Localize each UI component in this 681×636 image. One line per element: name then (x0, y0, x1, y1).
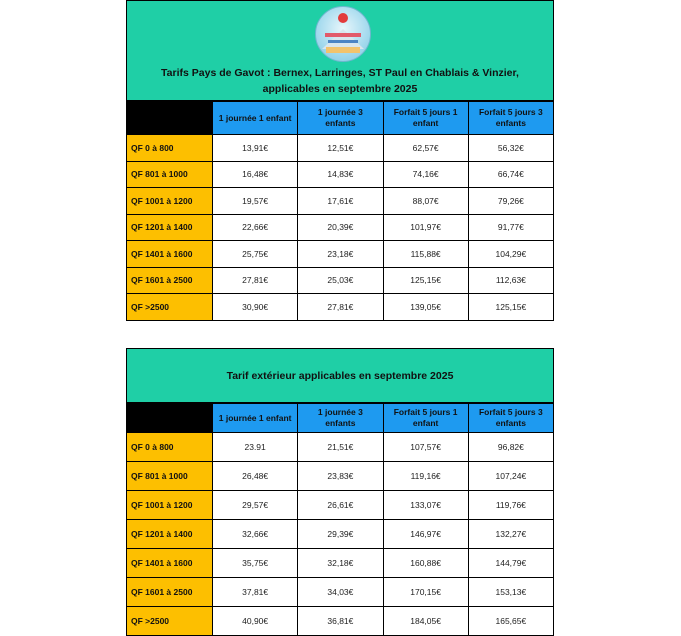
table2-cell: 153,13€ (468, 578, 553, 607)
table1-col-header: Forfait 5 jours 1 enfant (383, 102, 468, 135)
table2-cell: 29,57€ (213, 491, 298, 520)
table1-row (127, 135, 554, 162)
pays-de-gavot-logo-icon (315, 6, 371, 62)
table1-cell: 27,81€ (213, 267, 298, 294)
table2-corner-cell (127, 404, 213, 433)
table2-row-label: QF 1201 à 1400 (127, 520, 213, 549)
table1-cell: 74,16€ (383, 161, 468, 188)
table1-cell: 17,61€ (298, 188, 383, 215)
table2-row (127, 462, 554, 491)
table2-row (127, 433, 554, 462)
table1-cell: 56,32€ (468, 135, 553, 162)
table1-cell: 25,03€ (298, 267, 383, 294)
table1-cell: 101,97€ (383, 214, 468, 241)
table2-cell: 144,79€ (468, 549, 553, 578)
table2-cell: 165,65€ (468, 607, 553, 636)
table2-cell: 37,81€ (213, 578, 298, 607)
table1-cell: 13,91€ (213, 135, 298, 162)
table2-col-header: Forfait 5 jours 3 enfants (468, 404, 553, 433)
table1-title: Tarifs Pays de Gavot : Bernex, Larringes, ST Paul en Chablais & Vinzier, applicables en septembre 2025 (161, 67, 519, 95)
table1-row (127, 267, 554, 294)
table2-title: Tarif extérieur applicables en septembre 2025 (226, 369, 454, 382)
table1-row-label: QF >2500 (127, 294, 213, 321)
table2-row-label: QF 1401 à 1600 (127, 549, 213, 578)
table1-cell: 112,63€ (468, 267, 553, 294)
table2-header (126, 348, 554, 403)
table1-cell: 12,51€ (298, 135, 383, 162)
table1-cell: 88,07€ (383, 188, 468, 215)
table2-cell: 35,75€ (213, 549, 298, 578)
table1-cell: 104,29€ (468, 241, 553, 268)
table1-cell: 22,66€ (213, 214, 298, 241)
table1-cell: 79,26€ (468, 188, 553, 215)
table1-cell: 23,18€ (298, 241, 383, 268)
table1-cell: 62,57€ (383, 135, 468, 162)
table2-cell: 107,57€ (383, 433, 468, 462)
table2-cell: 119,76€ (468, 491, 553, 520)
table1-row (127, 188, 554, 215)
table2-cell: 107,24€ (468, 462, 553, 491)
table2-row (127, 520, 554, 549)
table1-cell: 30,90€ (213, 294, 298, 321)
table1-col-header: 1 journée 1 enfant (213, 102, 298, 135)
table1-row-label: QF 801 à 1000 (127, 161, 213, 188)
table2-row-label: QF 801 à 1000 (127, 462, 213, 491)
table2-row-label: QF 0 à 800 (127, 433, 213, 462)
table2-cell: 26,48€ (213, 462, 298, 491)
table1-row-label: QF 1201 à 1400 (127, 214, 213, 241)
table2-row (127, 549, 554, 578)
table2-cell: 23.91 (213, 433, 298, 462)
table2-cell: 21,51€ (298, 433, 383, 462)
table2-cell: 132,27€ (468, 520, 553, 549)
table2-cell: 23,83€ (298, 462, 383, 491)
table2-cell: 119,16€ (383, 462, 468, 491)
table1-row (127, 161, 554, 188)
table2-cell: 133,07€ (383, 491, 468, 520)
table2 (126, 403, 554, 636)
table1-cell: 139,05€ (383, 294, 468, 321)
table1-cell: 14,83€ (298, 161, 383, 188)
table2-cell: 170,15€ (383, 578, 468, 607)
table2-row-label: QF >2500 (127, 607, 213, 636)
table1-cell: 19,57€ (213, 188, 298, 215)
table1-row (127, 294, 554, 321)
table2-cell: 160,88€ (383, 549, 468, 578)
table2-col-header: Forfait 5 jours 1 enfant (383, 404, 468, 433)
table1-row-label: QF 1401 à 1600 (127, 241, 213, 268)
table2-cell: 29,39€ (298, 520, 383, 549)
table2-col-header: 1 journée 1 enfant (213, 404, 298, 433)
table1-corner-cell (127, 102, 213, 135)
table1-row-label: QF 0 à 800 (127, 135, 213, 162)
table1-cell: 125,15€ (468, 294, 553, 321)
table2-row (127, 491, 554, 520)
table1-cell: 27,81€ (298, 294, 383, 321)
table2-cell: 36,81€ (298, 607, 383, 636)
table1-cell: 115,88€ (383, 241, 468, 268)
table2-cell: 32,66€ (213, 520, 298, 549)
table2-row (127, 578, 554, 607)
table1-cell: 66,74€ (468, 161, 553, 188)
table2-cell: 146,97€ (383, 520, 468, 549)
table1-row (127, 241, 554, 268)
table2-cell: 34,03€ (298, 578, 383, 607)
table2-col-header: 1 journée 3 enfants (298, 404, 383, 433)
table2-row (127, 607, 554, 636)
table2-cell: 184,05€ (383, 607, 468, 636)
table1-cell: 91,77€ (468, 214, 553, 241)
table1-cell: 20,39€ (298, 214, 383, 241)
table2-cell: 32,18€ (298, 549, 383, 578)
table1-col-header: 1 journée 3 enfants (298, 102, 383, 135)
table1-col-header: Forfait 5 jours 3 enfants (468, 102, 553, 135)
table2-cell: 26,61€ (298, 491, 383, 520)
table1-row-label: QF 1601 à 2500 (127, 267, 213, 294)
table2-cell: 40,90€ (213, 607, 298, 636)
table1-row (127, 214, 554, 241)
table1-header (126, 0, 554, 101)
table1-row-label: QF 1001 à 1200 (127, 188, 213, 215)
table1-cell: 16,48€ (213, 161, 298, 188)
table1-cell: 25,75€ (213, 241, 298, 268)
table2-row-label: QF 1001 à 1200 (127, 491, 213, 520)
table1-cell: 125,15€ (383, 267, 468, 294)
table1 (126, 101, 554, 321)
table2-row-label: QF 1601 à 2500 (127, 578, 213, 607)
table2-cell: 96,82€ (468, 433, 553, 462)
